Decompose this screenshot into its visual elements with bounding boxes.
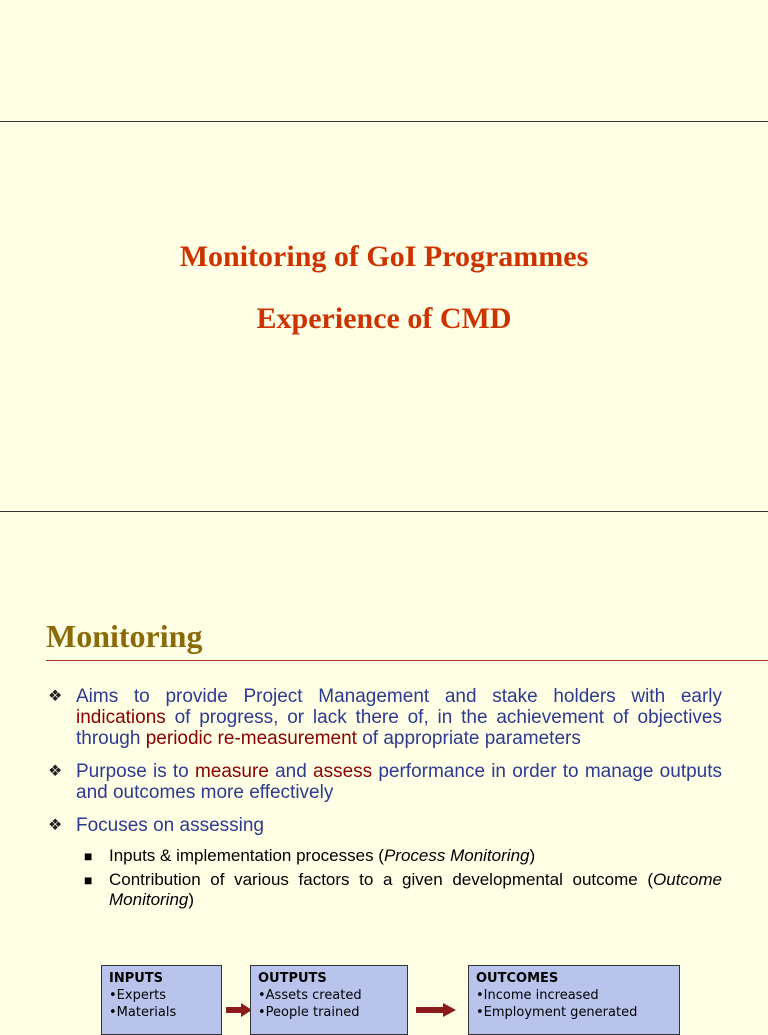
square-bullet-icon: ■	[84, 848, 93, 864]
outcomes-box	[468, 965, 680, 1035]
bullet-aims: ❖ Aims to provide Project Management and stake holders with early indications of progress, or lack there of, in the achievement of objectives through periodic re-measurement of appropriate parameters	[48, 686, 722, 749]
inputs-item: •Experts	[109, 988, 167, 1003]
slide-title-line1: Monitoring of GoI Programmes	[179, 240, 589, 273]
outcomes-item: •Employment generated	[476, 1005, 638, 1020]
bullet-focuses: ❖ Focuses on assessing	[48, 815, 264, 836]
sub-bullet-outcome: ■ Contribution of various factors to a given developmental outcome (Outcome Monitoring)	[84, 870, 722, 909]
highlight-periodic: periodic re-measurement	[145, 728, 357, 749]
slide-divider-top	[0, 121, 768, 122]
highlight-measure: measure	[194, 761, 269, 782]
arrow-right-icon	[226, 1003, 252, 1017]
outputs-title: OUTPUTS	[258, 971, 327, 986]
inputs-title: INPUTS	[109, 971, 164, 986]
diamond-bullet-icon: ❖	[48, 763, 63, 780]
outputs-item: •People trained	[258, 1005, 360, 1020]
section-heading: Monitoring	[46, 618, 203, 654]
highlight-assess: assess	[313, 761, 373, 782]
highlight-indications: indications	[76, 707, 166, 728]
outputs-box	[250, 965, 408, 1035]
outputs-item: •Assets created	[258, 988, 362, 1003]
square-bullet-icon: ■	[84, 872, 93, 888]
outcomes-item: •Income increased	[476, 988, 599, 1003]
diamond-bullet-icon: ❖	[48, 688, 63, 705]
arrow-right-icon	[416, 1003, 456, 1017]
heading-underline	[46, 660, 768, 661]
inputs-box	[101, 965, 222, 1035]
outcomes-title: OUTCOMES	[476, 971, 559, 986]
bullet-purpose: ❖ Purpose is to measure and assess performance in order to manage outputs and outcomes more effectively	[48, 761, 723, 803]
slide-title-line2: Experience of CMD	[256, 302, 512, 335]
bullet-list	[46, 686, 722, 914]
inputs-item: •Materials	[109, 1005, 177, 1020]
sub-bullet-process: ■ Inputs & implementation processes (Process Monitoring)	[84, 846, 536, 865]
diamond-bullet-icon: ❖	[48, 817, 63, 834]
slide-divider-bottom	[0, 511, 768, 512]
